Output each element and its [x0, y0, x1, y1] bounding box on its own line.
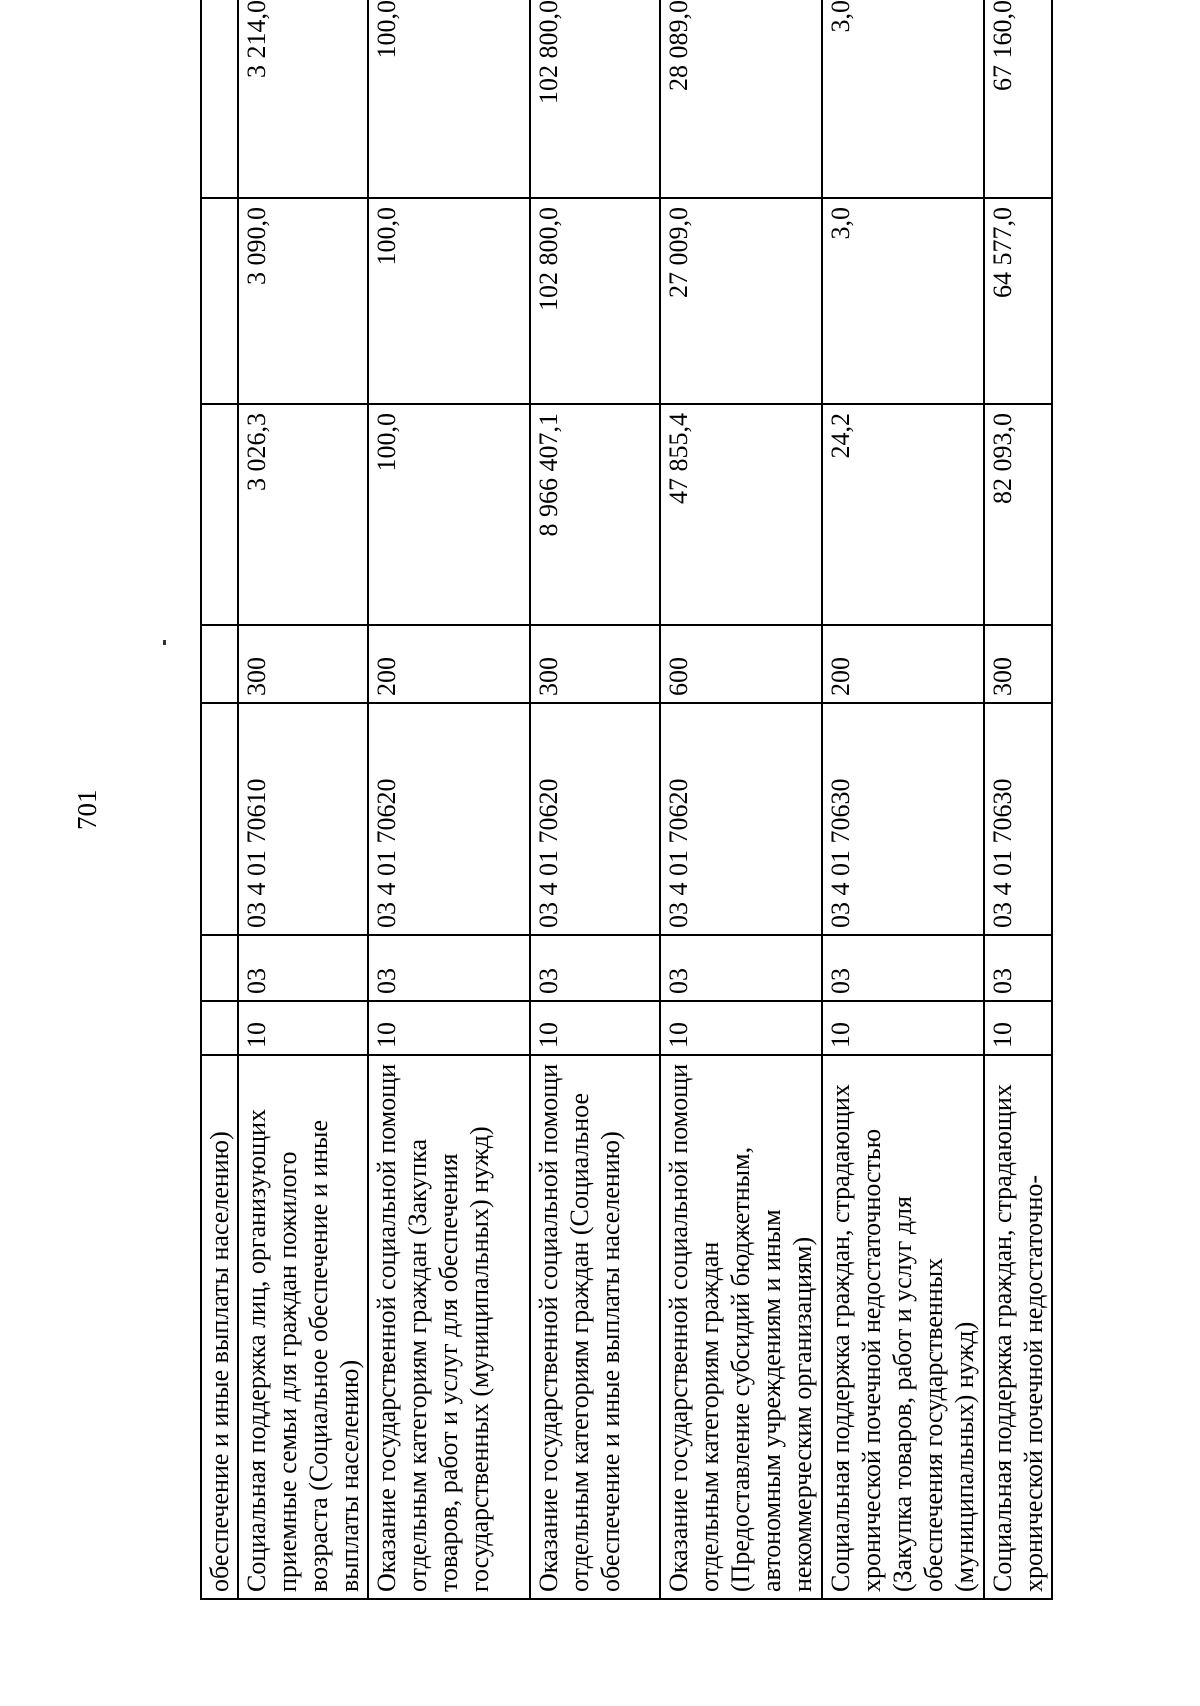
expense-type-cell: 300 — [238, 625, 368, 703]
section-cell: 10 — [238, 1001, 368, 1055]
value-1-cell — [201, 404, 238, 625]
value-2-cell — [201, 198, 238, 404]
value-2-cell: 27 009,0 — [660, 198, 822, 404]
table-row — [238, 0, 368, 1599]
value-2-cell: 3,0 — [822, 198, 984, 404]
desc-cell: Социальная поддержка граждан, страдающих хронической почечной недостаточностью (Закупка товаров, работ и услуг для обеспечения государственных (муниципальных) нужд) — [822, 1055, 984, 1599]
budget-table — [200, 0, 1053, 1600]
section-cell: 10 — [368, 1001, 530, 1055]
table-row — [530, 0, 660, 1599]
value-2-cell: 102 800,0 — [530, 198, 660, 404]
desc-cell: Оказание государственной социальной помощи отдельным категориям граждан (Социальное обеспечение и иные выплаты населению) — [530, 1055, 660, 1599]
expense-type-cell — [201, 625, 238, 703]
value-3-cell: 3,0 — [822, 0, 984, 198]
table-row-continuation — [201, 0, 238, 1599]
subsection-cell: 03 — [822, 935, 984, 1001]
expense-type-cell: 300 — [530, 625, 660, 703]
section-cell: 10 — [660, 1001, 822, 1055]
table-row — [822, 0, 984, 1599]
value-1-cell: 24,2 — [822, 404, 984, 625]
section-cell: 10 — [530, 1001, 660, 1055]
value-3-cell: 100,0 — [368, 0, 530, 198]
subsection-cell: 03 — [660, 935, 822, 1001]
expense-type-cell: 200 — [822, 625, 984, 703]
desc-cell: Оказание государственной социальной помощи отдельным категориям граждан (Закупка товаров, работ и услуг для обеспечения государственных (муниципальных) нужд) — [368, 1055, 530, 1599]
page-number: 701 — [72, 789, 102, 830]
scan-speck — [163, 640, 166, 645]
value-3-cell: 28 089,0 — [660, 0, 822, 198]
subsection-cell: 03 — [984, 935, 1052, 1001]
expense-type-cell: 200 — [368, 625, 530, 703]
value-3-cell: 102 800,0 — [530, 0, 660, 198]
section-cell: 10 — [984, 1001, 1052, 1055]
value-1-cell: 3 026,3 — [238, 404, 368, 625]
subsection-cell: 03 — [238, 935, 368, 1001]
target-code-cell — [201, 703, 238, 935]
desc-cell: обеспечение и иные выплаты населению) — [201, 1055, 238, 1599]
table-row — [660, 0, 822, 1599]
value-3-cell — [201, 0, 238, 198]
target-code-cell: 03 4 01 70620 — [530, 703, 660, 935]
table-row — [368, 0, 530, 1599]
value-2-cell: 64 577,0 — [984, 198, 1052, 404]
target-code-cell: 03 4 01 70610 — [238, 703, 368, 935]
value-1-cell: 47 855,4 — [660, 404, 822, 625]
desc-cell: Социальная поддержка лиц, организующих приемные семьи для граждан пожилого возраста (Социальное обеспечение и иные выплаты населению) — [238, 1055, 368, 1599]
desc-cell: Социальная поддержка граждан, страдающих хронической почечной недостаточно- — [984, 1055, 1052, 1599]
value-3-cell: 3 214,0 — [238, 0, 368, 198]
target-code-cell: 03 4 01 70620 — [660, 703, 822, 935]
target-code-cell: 03 4 01 70620 — [368, 703, 530, 935]
value-3-cell: 67 160,0 — [984, 0, 1052, 198]
subsection-cell — [201, 935, 238, 1001]
target-code-cell: 03 4 01 70630 — [984, 703, 1052, 935]
section-cell: 10 — [822, 1001, 984, 1055]
desc-cell: Оказание государственной социальной помощи отдельным категориям граждан (Предоставление субсидий бюджетным, автономным учреждениям и иным некоммерческим организациям) — [660, 1055, 822, 1599]
value-1-cell: 8 966 407,1 — [530, 404, 660, 625]
subsection-cell: 03 — [368, 935, 530, 1001]
value-2-cell: 100,0 — [368, 198, 530, 404]
value-1-cell: 100,0 — [368, 404, 530, 625]
target-code-cell: 03 4 01 70630 — [822, 703, 984, 935]
section-cell — [201, 1001, 238, 1055]
expense-type-cell: 300 — [984, 625, 1052, 703]
expense-type-cell: 600 — [660, 625, 822, 703]
value-2-cell: 3 090,0 — [238, 198, 368, 404]
table-row — [984, 0, 1052, 1599]
value-1-cell: 82 093,0 — [984, 404, 1052, 625]
rotated-page-content — [200, 0, 1090, 1600]
subsection-cell: 03 — [530, 935, 660, 1001]
